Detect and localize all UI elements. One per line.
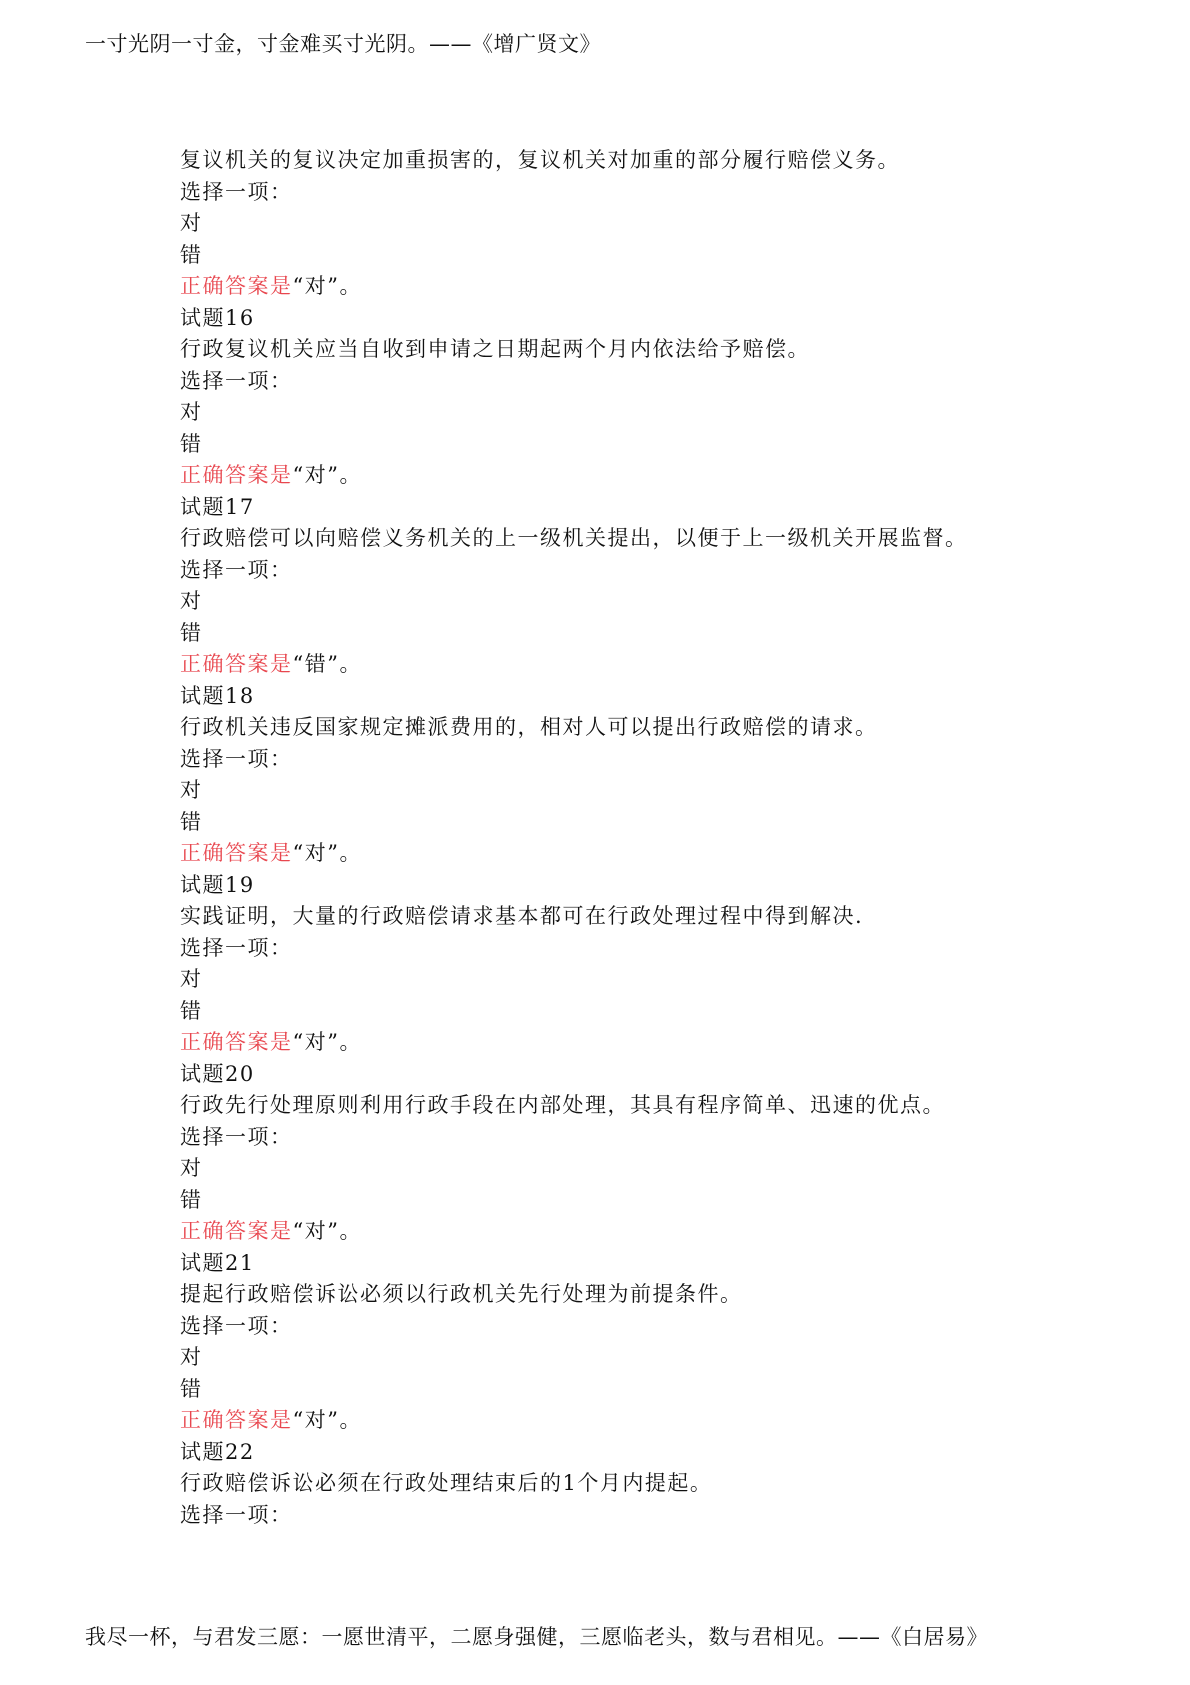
footer-quote: 我尽一杯，与君发三愿：一愿世清平，二愿身强健，三愿临老头，数与君相见。——《白居易》: [85, 1625, 988, 1649]
choose-one-label: 选择一项：: [180, 1502, 293, 1527]
question-text: 行政赔偿可以向赔偿义务机关的上一级机关提出，以便于上一级机关开展监督。: [180, 526, 968, 550]
answer-line: [180, 271, 1080, 303]
question-number: 试题21: [180, 1250, 255, 1275]
answer-value: “对”。: [292, 1219, 362, 1243]
question-number: 试题17: [180, 494, 255, 519]
answer-value: “错”。: [292, 652, 362, 676]
answer-line: [180, 838, 1080, 870]
option-item: 对: [180, 1345, 203, 1369]
option-item: 对: [180, 1156, 203, 1180]
choose-one-label: 选择一项：: [180, 179, 293, 204]
answer-line: [180, 1027, 1080, 1059]
answer-line: [180, 460, 1080, 492]
option-item: 错: [180, 242, 203, 267]
option-item: 对: [180, 400, 203, 424]
option-item: 对: [180, 211, 203, 235]
choose-one-label: 选择一项：: [180, 935, 293, 960]
document-body: [180, 145, 1080, 1531]
choose-one-label: 选择一项：: [180, 746, 293, 771]
question-text: 提起行政赔偿诉讼必须以行政机关先行处理为前提条件。: [180, 1282, 743, 1306]
answer-prefix: 正确答案是: [180, 1219, 293, 1243]
question-number: 试题19: [180, 872, 255, 897]
answer-line: [180, 1216, 1080, 1248]
answer-prefix: 正确答案是: [180, 841, 293, 865]
option-item: 对: [180, 967, 203, 991]
question-number: 试题18: [180, 683, 255, 708]
question-number: 试题22: [180, 1439, 255, 1464]
question-text: 行政先行处理原则利用行政手段在内部处理，其具有程序简单、迅速的优点。: [180, 1093, 945, 1117]
option-item: 错: [180, 431, 203, 456]
answer-prefix: 正确答案是: [180, 274, 293, 298]
answer-value: “对”。: [292, 841, 362, 865]
question-text: 实践证明，大量的行政赔偿请求基本都可在行政处理过程中得到解决.: [180, 904, 864, 928]
header-quote: 一寸光阴一寸金，寸金难买寸光阴。——《增广贤文》: [85, 32, 601, 56]
answer-prefix: 正确答案是: [180, 463, 293, 487]
question-text: 行政复议机关应当自收到申请之日期起两个月内依法给予赔偿。: [180, 337, 810, 361]
question-number: 试题20: [180, 1061, 255, 1086]
option-item: 对: [180, 589, 203, 613]
answer-line: [180, 649, 1080, 681]
answer-value: “对”。: [292, 1408, 362, 1432]
choose-one-label: 选择一项：: [180, 1124, 293, 1149]
choose-one-label: 选择一项：: [180, 557, 293, 582]
choose-one-label: 选择一项：: [180, 1313, 293, 1338]
question-text: 行政赔偿诉讼必须在行政处理结束后的1个月内提起。: [180, 1471, 713, 1495]
question-number: 试题16: [180, 305, 255, 330]
option-item: 错: [180, 1187, 203, 1212]
answer-prefix: 正确答案是: [180, 652, 293, 676]
question-text: 行政机关违反国家规定摊派费用的，相对人可以提出行政赔偿的请求。: [180, 715, 878, 739]
question-text: 复议机关的复议决定加重损害的，复议机关对加重的部分履行赔偿义务。: [180, 148, 900, 172]
answer-value: “对”。: [292, 274, 362, 298]
option-item: 错: [180, 1376, 203, 1401]
option-item: 错: [180, 620, 203, 645]
option-item: 错: [180, 998, 203, 1023]
choose-one-label: 选择一项：: [180, 368, 293, 393]
answer-value: “对”。: [292, 1030, 362, 1054]
answer-value: “对”。: [292, 463, 362, 487]
answer-prefix: 正确答案是: [180, 1030, 293, 1054]
answer-prefix: 正确答案是: [180, 1408, 293, 1432]
answer-line: [180, 1405, 1080, 1437]
option-item: 对: [180, 778, 203, 802]
option-item: 错: [180, 809, 203, 834]
